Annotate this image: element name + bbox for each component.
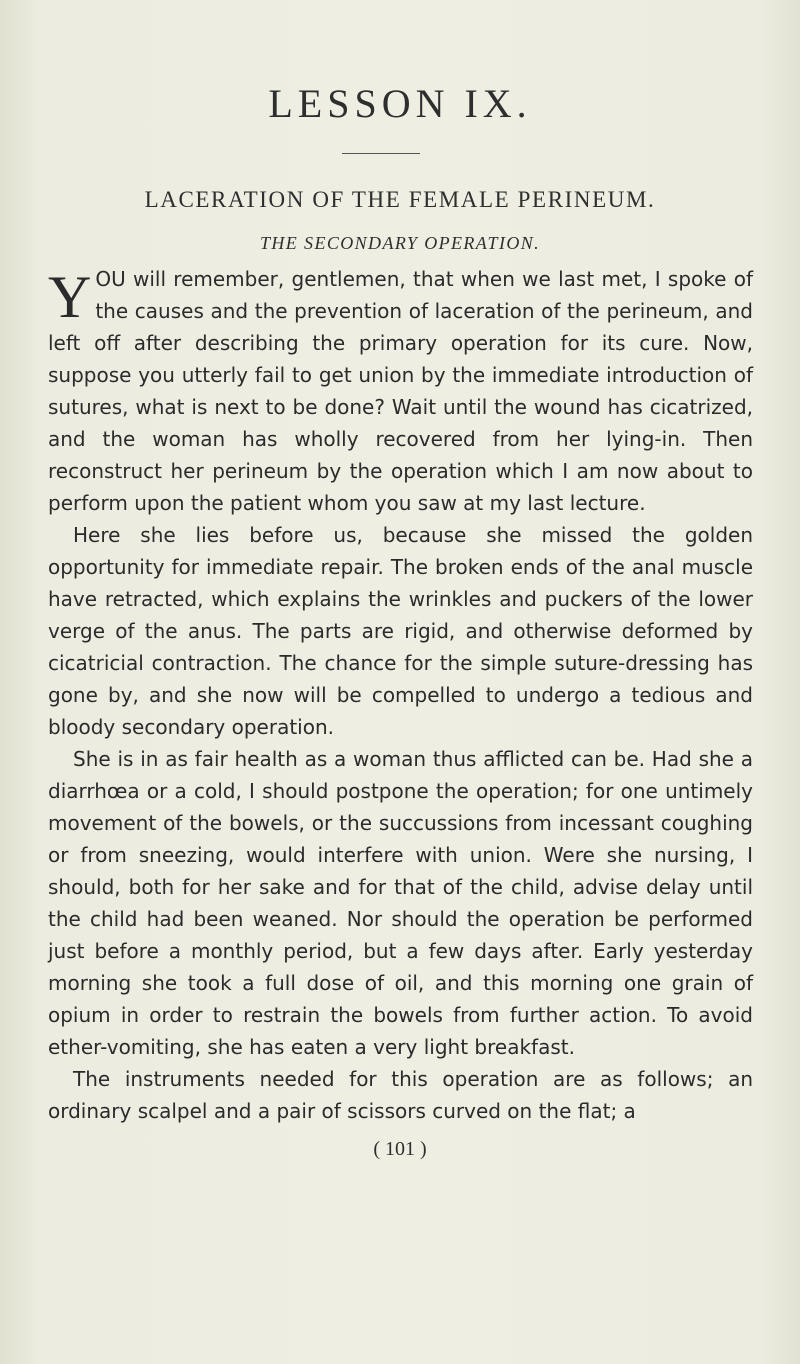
subtitle: THE SECONDARY OPERATION.: [259, 233, 541, 253]
page-number: ( 101 ): [373, 1138, 427, 1160]
paragraph-2: Here she lies before us, because she missed the golden opportunity for immediate repair. The broken ends of the anal muscle have retracted, which explains the wrinkles and puckers of the lower verge of the anus. The parts are rigid, and otherwise deformed by cicatricial contraction. The chance for the simple suture-dressing has gone by, and she now will be compelled to undergo a tedious and bloody secondary operation.: [48, 523, 753, 739]
paragraph-1: [48, 263, 753, 519]
paragraph-3: She is in as fair health as a woman thus afflicted can be. Had she a diarrhœa or a cold, I should postpone the operation; for one untimely movement of the bowels, or the succussions from incessant coughing or from sneezing, would interfere with union. Were she nursing, I should, both for her sake and for that of the child, advise delay until the child had been weaned. Nor should the operation be performed just before a monthly period, but a few days after. Early yesterday morning she took a full dose of oil, and this morning one grain of opium in order to restrain the bowels from further action. To avoid ether-vomiting, she has eaten a very light breakfast.: [48, 747, 753, 1059]
drop-cap: Y: [48, 264, 92, 330]
paragraph-1-text: OU will remember, gentlemen, that when we last met, I spoke of the causes and the prevention of laceration of the perineum, and left off after describing the primary operation for its cure. Now, suppose you utterly fail to get union by the immediate introduction of sutures, what is next to be done? Wait until the wound has cicatrized, and the woman has wholly recovered from her lying-in. Then reconstruct her perineum by the operation which I am now about to perform upon the patient whom you saw at my last lecture.: [48, 267, 753, 515]
paragraph-4: The instruments needed for this operation are as follows; an ordinary scalpel and a pair of scissors curved on the flat; a: [48, 1067, 753, 1123]
section-title: LACERATION OF THE FEMALE PERINEUM.: [144, 187, 656, 212]
lesson-title: LESSON IX.: [268, 81, 532, 126]
title-rule: [342, 153, 420, 154]
body-text: [48, 263, 753, 1127]
